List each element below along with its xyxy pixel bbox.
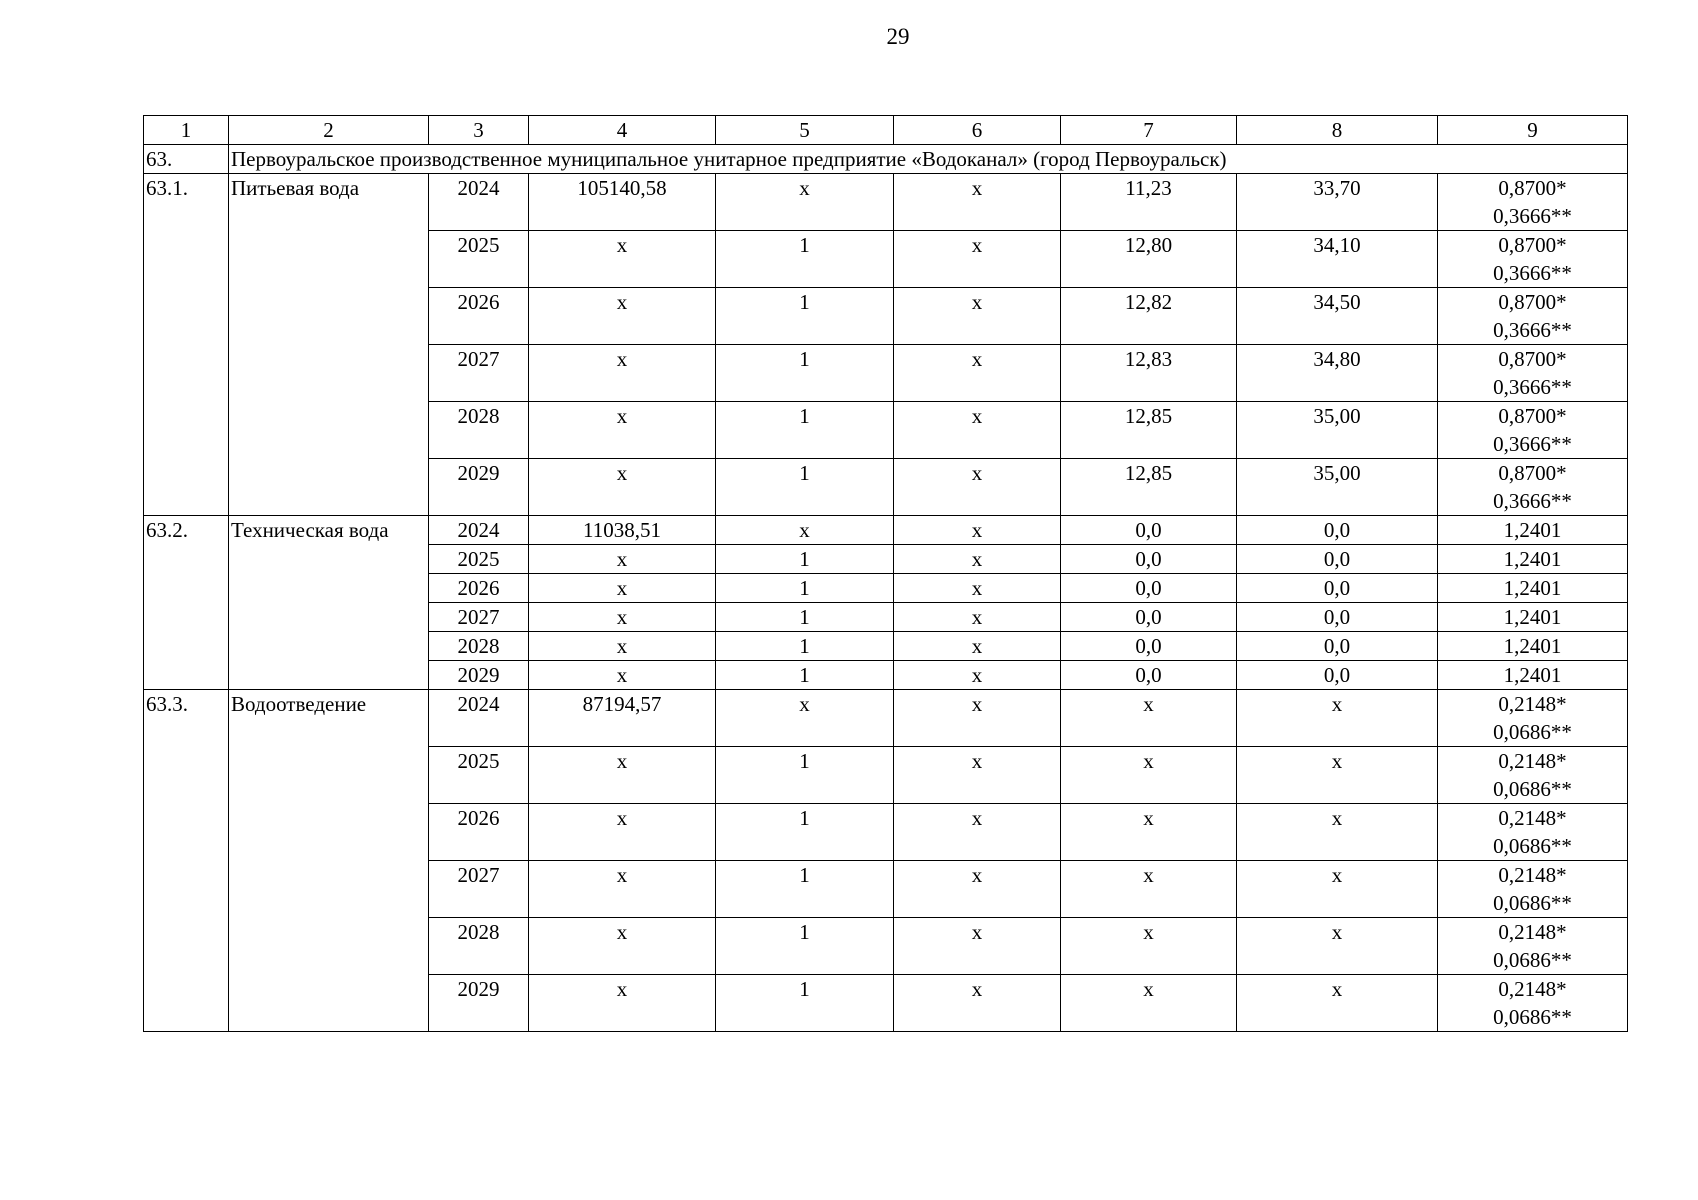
col9-cell <box>1438 861 1628 918</box>
col6-cell: х <box>894 747 1061 804</box>
column-number-cell: 2 <box>229 116 429 145</box>
section-number: 63.3. <box>144 690 229 1032</box>
col8-cell: х <box>1237 861 1438 918</box>
year-cell: 2025 <box>429 747 529 804</box>
year-cell: 2024 <box>429 516 529 545</box>
col5-cell: 1 <box>716 918 894 975</box>
col5-cell: 1 <box>716 459 894 516</box>
col9-value-secondary: 0,0686** <box>1493 1005 1572 1029</box>
year-cell: 2026 <box>429 574 529 603</box>
year-cell: 2024 <box>429 174 529 231</box>
col7-cell: 0,0 <box>1061 603 1237 632</box>
col9-value-primary: 1,2401 <box>1503 634 1562 658</box>
col6-cell: х <box>894 231 1061 288</box>
col6-cell: х <box>894 516 1061 545</box>
col6-cell: х <box>894 288 1061 345</box>
col6-cell: х <box>894 574 1061 603</box>
col7-cell: 12,82 <box>1061 288 1237 345</box>
col6-cell: х <box>894 174 1061 231</box>
col8-cell: 34,50 <box>1237 288 1438 345</box>
col7-cell: 0,0 <box>1061 632 1237 661</box>
col9-value-primary: 1,2401 <box>1503 605 1562 629</box>
col4-cell: х <box>529 804 716 861</box>
column-number-cell: 9 <box>1438 116 1628 145</box>
col7-cell: 11,23 <box>1061 174 1237 231</box>
col5-cell: 1 <box>716 345 894 402</box>
col5-cell: 1 <box>716 402 894 459</box>
col9-cell <box>1438 747 1628 804</box>
col8-cell: х <box>1237 918 1438 975</box>
col7-cell: 12,85 <box>1061 402 1237 459</box>
col4-cell: х <box>529 975 716 1032</box>
col9-cell <box>1438 975 1628 1032</box>
col8-cell: 33,70 <box>1237 174 1438 231</box>
col6-cell: х <box>894 345 1061 402</box>
col5-cell: х <box>716 690 894 747</box>
col5-cell: 1 <box>716 804 894 861</box>
col9-value-secondary: 0,3666** <box>1493 375 1572 399</box>
col9-cell <box>1438 574 1628 603</box>
col7-cell: 0,0 <box>1061 545 1237 574</box>
col6-cell: х <box>894 661 1061 690</box>
col6-cell: х <box>894 861 1061 918</box>
col7-cell: 0,0 <box>1061 661 1237 690</box>
col9-cell <box>1438 632 1628 661</box>
column-number-row <box>144 116 1628 145</box>
col9-value-primary: 1,2401 <box>1503 576 1562 600</box>
col9-cell <box>1438 402 1628 459</box>
col8-cell: 0,0 <box>1237 603 1438 632</box>
col5-cell: 1 <box>716 545 894 574</box>
col8-cell: х <box>1237 690 1438 747</box>
col9-value-primary: 0,2148* <box>1498 863 1567 887</box>
col8-cell: 35,00 <box>1237 402 1438 459</box>
col6-cell: х <box>894 632 1061 661</box>
col4-cell: х <box>529 231 716 288</box>
column-number-cell: 4 <box>529 116 716 145</box>
col5-cell: 1 <box>716 661 894 690</box>
section-number: 63.2. <box>144 516 229 690</box>
table-row <box>144 516 1628 545</box>
col9-value-primary: 1,2401 <box>1503 547 1562 571</box>
col8-cell: х <box>1237 747 1438 804</box>
col6-cell: х <box>894 690 1061 747</box>
col5-cell: 1 <box>716 632 894 661</box>
col9-value-secondary: 0,3666** <box>1493 204 1572 228</box>
col4-cell: 105140,58 <box>529 174 716 231</box>
section-name: Техническая вода <box>229 516 429 690</box>
col7-cell: х <box>1061 975 1237 1032</box>
col9-cell <box>1438 231 1628 288</box>
col9-value-primary: 0,8700* <box>1498 461 1567 485</box>
col7-cell: 12,80 <box>1061 231 1237 288</box>
col4-cell: х <box>529 861 716 918</box>
col4-cell: х <box>529 632 716 661</box>
col4-cell: х <box>529 574 716 603</box>
col5-cell: х <box>716 516 894 545</box>
year-cell: 2026 <box>429 804 529 861</box>
year-cell: 2028 <box>429 402 529 459</box>
col9-value-primary: 0,8700* <box>1498 176 1567 200</box>
col7-cell: х <box>1061 804 1237 861</box>
col7-cell: 0,0 <box>1061 574 1237 603</box>
col5-cell: 1 <box>716 231 894 288</box>
col6-cell: х <box>894 804 1061 861</box>
year-cell: 2025 <box>429 231 529 288</box>
col9-value-secondary: 0,0686** <box>1493 834 1572 858</box>
year-cell: 2029 <box>429 661 529 690</box>
section-name: Водоотведение <box>229 690 429 1032</box>
table-body <box>144 116 1628 1032</box>
col9-cell <box>1438 345 1628 402</box>
col5-cell: 1 <box>716 603 894 632</box>
col9-value-primary: 0,8700* <box>1498 404 1567 428</box>
col9-value-primary: 0,2148* <box>1498 749 1567 773</box>
col4-cell: 87194,57 <box>529 690 716 747</box>
col6-cell: х <box>894 603 1061 632</box>
col8-cell: 35,00 <box>1237 459 1438 516</box>
year-cell: 2024 <box>429 690 529 747</box>
year-cell: 2027 <box>429 861 529 918</box>
column-number-cell: 7 <box>1061 116 1237 145</box>
col4-cell: х <box>529 345 716 402</box>
col9-value-secondary: 0,0686** <box>1493 777 1572 801</box>
col4-cell: 11038,51 <box>529 516 716 545</box>
col9-value-primary: 0,8700* <box>1498 290 1567 314</box>
col9-value-primary: 0,2148* <box>1498 692 1567 716</box>
year-cell: 2029 <box>429 975 529 1032</box>
col4-cell: х <box>529 545 716 574</box>
organization-name: Первоуральское производственное муниципальное унитарное предприятие «Водоканал» (город Первоуральск) <box>229 145 1628 174</box>
col9-value-primary: 0,8700* <box>1498 233 1567 257</box>
col9-cell <box>1438 516 1628 545</box>
col5-cell: 1 <box>716 747 894 804</box>
col9-value-secondary: 0,3666** <box>1493 432 1572 456</box>
col4-cell: х <box>529 402 716 459</box>
col9-value-primary: 0,2148* <box>1498 920 1567 944</box>
col9-value-primary: 0,8700* <box>1498 347 1567 371</box>
col9-cell <box>1438 288 1628 345</box>
col6-cell: х <box>894 918 1061 975</box>
col7-cell: 0,0 <box>1061 516 1237 545</box>
col9-cell <box>1438 661 1628 690</box>
col5-cell: 1 <box>716 975 894 1032</box>
col9-value-primary: 0,2148* <box>1498 806 1567 830</box>
year-cell: 2027 <box>429 345 529 402</box>
tariff-table <box>143 115 1628 1032</box>
year-cell: 2028 <box>429 632 529 661</box>
col4-cell: х <box>529 747 716 804</box>
col8-cell: 0,0 <box>1237 574 1438 603</box>
column-number-cell: 8 <box>1237 116 1438 145</box>
col9-cell <box>1438 603 1628 632</box>
col4-cell: х <box>529 661 716 690</box>
year-cell: 2026 <box>429 288 529 345</box>
col8-cell: х <box>1237 975 1438 1032</box>
col5-cell: х <box>716 174 894 231</box>
col9-value-secondary: 0,3666** <box>1493 489 1572 513</box>
col6-cell: х <box>894 459 1061 516</box>
col9-cell <box>1438 804 1628 861</box>
col8-cell: 0,0 <box>1237 632 1438 661</box>
page-number: 29 <box>886 24 910 49</box>
col9-cell <box>1438 690 1628 747</box>
col7-cell: 12,83 <box>1061 345 1237 402</box>
col9-value-secondary: 0,0686** <box>1493 891 1572 915</box>
col9-cell <box>1438 174 1628 231</box>
col7-cell: 12,85 <box>1061 459 1237 516</box>
col9-cell <box>1438 545 1628 574</box>
col9-value-secondary: 0,3666** <box>1493 318 1572 342</box>
column-number-cell: 5 <box>716 116 894 145</box>
col8-cell: 34,10 <box>1237 231 1438 288</box>
section-number: 63.1. <box>144 174 229 516</box>
col5-cell: 1 <box>716 574 894 603</box>
table-row <box>144 174 1628 231</box>
col5-cell: 1 <box>716 861 894 918</box>
organization-row <box>144 145 1628 174</box>
col4-cell: х <box>529 603 716 632</box>
col6-cell: х <box>894 545 1061 574</box>
col9-cell <box>1438 459 1628 516</box>
organization-number: 63. <box>144 145 229 174</box>
year-cell: 2025 <box>429 545 529 574</box>
year-cell: 2028 <box>429 918 529 975</box>
col9-value-primary: 1,2401 <box>1503 663 1562 687</box>
column-number-cell: 3 <box>429 116 529 145</box>
year-cell: 2027 <box>429 603 529 632</box>
col5-cell: 1 <box>716 288 894 345</box>
section-name: Питьевая вода <box>229 174 429 516</box>
col6-cell: х <box>894 402 1061 459</box>
col8-cell: 0,0 <box>1237 545 1438 574</box>
table-row <box>144 690 1628 747</box>
col9-value-secondary: 0,3666** <box>1493 261 1572 285</box>
col6-cell: х <box>894 975 1061 1032</box>
year-cell: 2029 <box>429 459 529 516</box>
col9-value-primary: 1,2401 <box>1503 518 1562 542</box>
col9-value-secondary: 0,0686** <box>1493 948 1572 972</box>
col8-cell: 34,80 <box>1237 345 1438 402</box>
col9-cell <box>1438 918 1628 975</box>
col9-value-secondary: 0,0686** <box>1493 720 1572 744</box>
column-number-cell: 1 <box>144 116 229 145</box>
col7-cell: х <box>1061 747 1237 804</box>
col8-cell: 0,0 <box>1237 516 1438 545</box>
col9-value-primary: 0,2148* <box>1498 977 1567 1001</box>
col7-cell: х <box>1061 690 1237 747</box>
col4-cell: х <box>529 918 716 975</box>
col4-cell: х <box>529 288 716 345</box>
col4-cell: х <box>529 459 716 516</box>
column-number-cell: 6 <box>894 116 1061 145</box>
col8-cell: 0,0 <box>1237 661 1438 690</box>
col7-cell: х <box>1061 918 1237 975</box>
col8-cell: х <box>1237 804 1438 861</box>
col7-cell: х <box>1061 861 1237 918</box>
